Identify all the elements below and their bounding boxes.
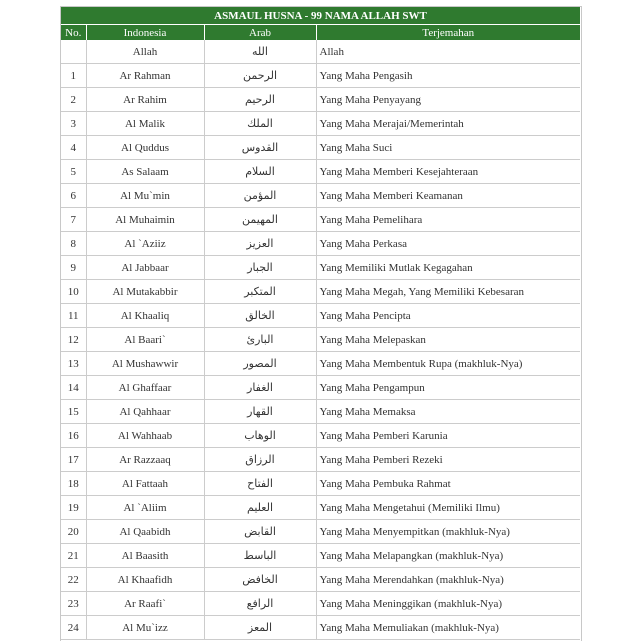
cell-indonesia: Al Khaaliq xyxy=(86,304,204,328)
table-row xyxy=(61,160,580,184)
cell-indonesia: Ar Rahim xyxy=(86,88,204,112)
cell-arab: المصور xyxy=(204,352,316,376)
cell-no: 21 xyxy=(61,544,86,568)
cell-no: 5 xyxy=(61,160,86,184)
table-row xyxy=(61,40,580,64)
header-indonesia: Indonesia xyxy=(86,25,204,41)
cell-indonesia: Al Malik xyxy=(86,112,204,136)
table-row xyxy=(61,472,580,496)
cell-arab: الله xyxy=(204,40,316,64)
cell-no: 1 xyxy=(61,64,86,88)
cell-no: 20 xyxy=(61,520,86,544)
cell-terjemahan: Yang Maha Pemberi Rezeki xyxy=(316,448,580,472)
cell-indonesia: Al Baasith xyxy=(86,544,204,568)
cell-indonesia: Al Ghaffaar xyxy=(86,376,204,400)
cell-terjemahan: Yang Maha Merendahkan (makhluk-Nya) xyxy=(316,568,580,592)
table-row xyxy=(61,328,580,352)
table-row xyxy=(61,496,580,520)
cell-indonesia: Al Mutakabbir xyxy=(86,280,204,304)
table-row xyxy=(61,304,580,328)
cell-arab: الوهاب xyxy=(204,424,316,448)
cell-arab: الخافض xyxy=(204,568,316,592)
cell-arab: الغفار xyxy=(204,376,316,400)
cell-no: 9 xyxy=(61,256,86,280)
cell-arab: القهار xyxy=(204,400,316,424)
cell-terjemahan: Yang Maha Megah, Yang Memiliki Kebesaran xyxy=(316,280,580,304)
cell-no: 19 xyxy=(61,496,86,520)
cell-arab: الرحيم xyxy=(204,88,316,112)
cell-arab: الملك xyxy=(204,112,316,136)
cell-indonesia: Al Mushawwir xyxy=(86,352,204,376)
cell-terjemahan: Allah xyxy=(316,40,580,64)
header-row xyxy=(61,25,580,41)
cell-arab: الرزاق xyxy=(204,448,316,472)
cell-arab: العليم xyxy=(204,496,316,520)
table-row xyxy=(61,616,580,640)
cell-indonesia: Al `Aziiz xyxy=(86,232,204,256)
cell-indonesia: Allah xyxy=(86,40,204,64)
cell-indonesia: Al Quddus xyxy=(86,136,204,160)
cell-no: 3 xyxy=(61,112,86,136)
cell-terjemahan: Yang Maha Menyempitkan (makhluk-Nya) xyxy=(316,520,580,544)
asmaul-husna-sheet xyxy=(60,6,582,641)
cell-no: 2 xyxy=(61,88,86,112)
cell-terjemahan: Yang Maha Mengetahui (Memiliki Ilmu) xyxy=(316,496,580,520)
names-table xyxy=(61,7,580,640)
table-row xyxy=(61,400,580,424)
cell-terjemahan: Yang Maha Pencipta xyxy=(316,304,580,328)
cell-indonesia: Al Mu`izz xyxy=(86,616,204,640)
table-row xyxy=(61,448,580,472)
cell-terjemahan: Yang Memiliki Mutlak Kegagahan xyxy=(316,256,580,280)
cell-terjemahan: Yang Maha Memaksa xyxy=(316,400,580,424)
cell-no xyxy=(61,40,86,64)
cell-terjemahan: Yang Maha Memuliakan (makhluk-Nya) xyxy=(316,616,580,640)
cell-terjemahan: Yang Maha Pembuka Rahmat xyxy=(316,472,580,496)
cell-arab: القدوس xyxy=(204,136,316,160)
header-terjemahan: Terjemahan xyxy=(316,25,580,41)
cell-indonesia: Ar Razzaaq xyxy=(86,448,204,472)
table-row xyxy=(61,256,580,280)
cell-no: 23 xyxy=(61,592,86,616)
cell-indonesia: Al Wahhaab xyxy=(86,424,204,448)
cell-terjemahan: Yang Maha Merajai/Memerintah xyxy=(316,112,580,136)
cell-arab: الخالق xyxy=(204,304,316,328)
cell-terjemahan: Yang Maha Penyayang xyxy=(316,88,580,112)
cell-no: 8 xyxy=(61,232,86,256)
cell-arab: الرافع xyxy=(204,592,316,616)
cell-terjemahan: Yang Maha Melepaskan xyxy=(316,328,580,352)
cell-indonesia: Al Qahhaar xyxy=(86,400,204,424)
cell-no: 17 xyxy=(61,448,86,472)
cell-terjemahan: Yang Maha Melapangkan (makhluk-Nya) xyxy=(316,544,580,568)
cell-terjemahan: Yang Maha Pengampun xyxy=(316,376,580,400)
cell-indonesia: Al Baari` xyxy=(86,328,204,352)
cell-no: 4 xyxy=(61,136,86,160)
cell-arab: الرحمن xyxy=(204,64,316,88)
cell-no: 18 xyxy=(61,472,86,496)
cell-arab: المعز xyxy=(204,616,316,640)
cell-arab: الباسط xyxy=(204,544,316,568)
cell-terjemahan: Yang Maha Memberi Keamanan xyxy=(316,184,580,208)
table-row xyxy=(61,64,580,88)
table-row xyxy=(61,592,580,616)
cell-arab: المتكبر xyxy=(204,280,316,304)
cell-terjemahan: Yang Maha Memberi Kesejahteraan xyxy=(316,160,580,184)
table-row xyxy=(61,136,580,160)
table-title: ASMAUL HUSNA - 99 NAMA ALLAH SWT xyxy=(61,7,580,25)
table-row xyxy=(61,520,580,544)
cell-no: 11 xyxy=(61,304,86,328)
cell-arab: البارئ xyxy=(204,328,316,352)
cell-arab: السلام xyxy=(204,160,316,184)
table-row xyxy=(61,208,580,232)
cell-indonesia: Al `Aliim xyxy=(86,496,204,520)
cell-arab: المهيمن xyxy=(204,208,316,232)
cell-terjemahan: Yang Maha Pemberi Karunia xyxy=(316,424,580,448)
cell-arab: المؤمن xyxy=(204,184,316,208)
table-row xyxy=(61,352,580,376)
cell-no: 6 xyxy=(61,184,86,208)
table-row xyxy=(61,232,580,256)
cell-no: 15 xyxy=(61,400,86,424)
cell-terjemahan: Yang Maha Meninggikan (makhluk-Nya) xyxy=(316,592,580,616)
cell-no: 16 xyxy=(61,424,86,448)
table-row xyxy=(61,112,580,136)
cell-terjemahan: Yang Maha Membentuk Rupa (makhluk-Nya) xyxy=(316,352,580,376)
table-row xyxy=(61,88,580,112)
table-row xyxy=(61,376,580,400)
cell-arab: القابض xyxy=(204,520,316,544)
cell-indonesia: Al Muhaimin xyxy=(86,208,204,232)
cell-indonesia: Ar Raafi` xyxy=(86,592,204,616)
cell-indonesia: Al Jabbaar xyxy=(86,256,204,280)
cell-terjemahan: Yang Maha Perkasa xyxy=(316,232,580,256)
cell-indonesia: Al Fattaah xyxy=(86,472,204,496)
cell-indonesia: Al Mu`min xyxy=(86,184,204,208)
cell-indonesia: Ar Rahman xyxy=(86,64,204,88)
cell-no: 24 xyxy=(61,616,86,640)
cell-no: 12 xyxy=(61,328,86,352)
table-row xyxy=(61,280,580,304)
title-row xyxy=(61,7,580,25)
cell-terjemahan: Yang Maha Pengasih xyxy=(316,64,580,88)
cell-no: 14 xyxy=(61,376,86,400)
cell-indonesia: Al Khaafidh xyxy=(86,568,204,592)
header-no: No. xyxy=(61,25,86,41)
cell-indonesia: Al Qaabidh xyxy=(86,520,204,544)
table-row xyxy=(61,184,580,208)
cell-arab: الجبار xyxy=(204,256,316,280)
table-row xyxy=(61,544,580,568)
cell-no: 13 xyxy=(61,352,86,376)
table-row xyxy=(61,568,580,592)
cell-no: 22 xyxy=(61,568,86,592)
cell-terjemahan: Yang Maha Pemelihara xyxy=(316,208,580,232)
cell-indonesia: As Salaam xyxy=(86,160,204,184)
table-row xyxy=(61,424,580,448)
cell-arab: العزيز xyxy=(204,232,316,256)
cell-arab: الفتاح xyxy=(204,472,316,496)
cell-terjemahan: Yang Maha Suci xyxy=(316,136,580,160)
header-arab: Arab xyxy=(204,25,316,41)
cell-no: 7 xyxy=(61,208,86,232)
cell-no: 10 xyxy=(61,280,86,304)
